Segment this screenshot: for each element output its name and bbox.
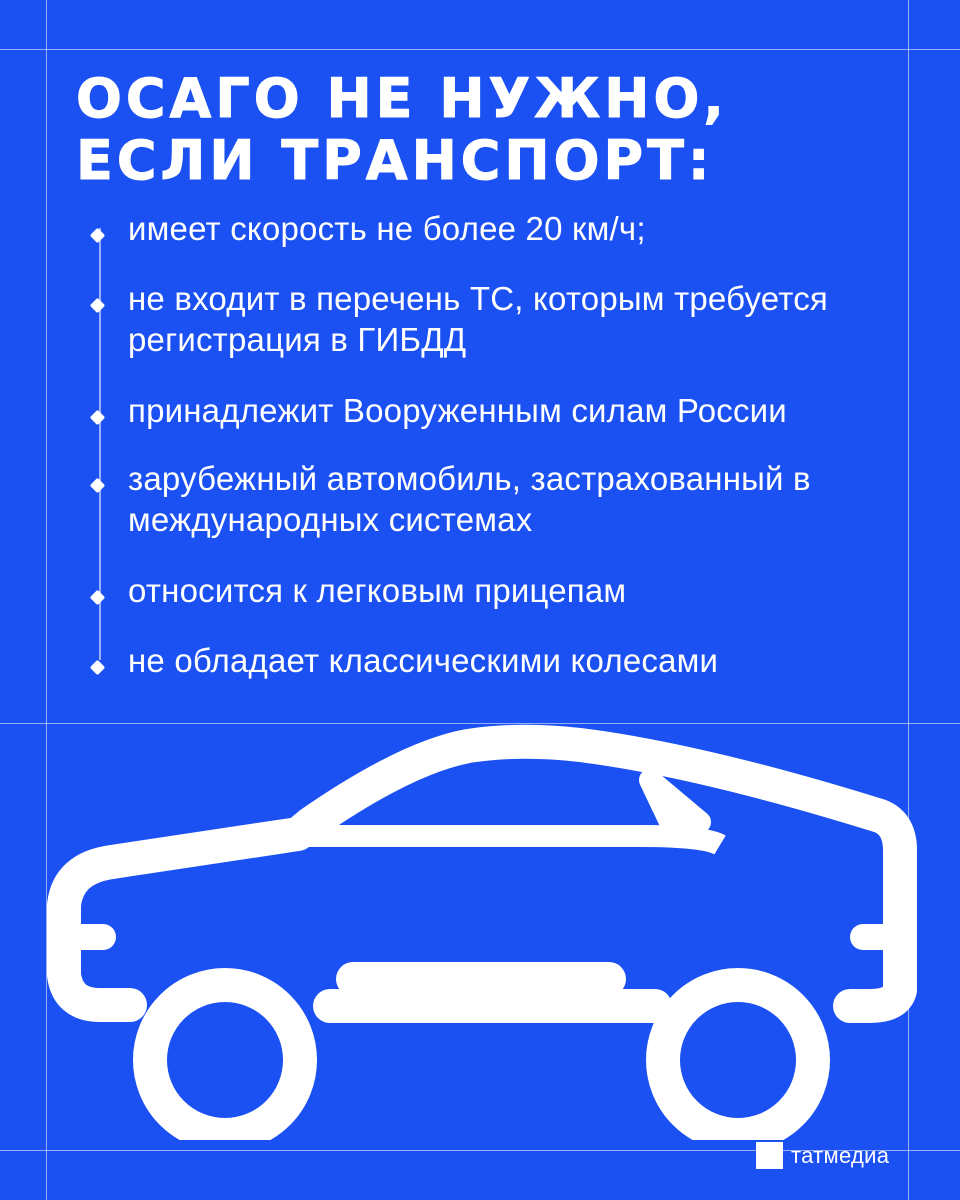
list-item-text: относится к легковым прицепам bbox=[128, 572, 627, 609]
list-item-text: принадлежит Вооруженным силам России bbox=[128, 392, 787, 429]
diamond-bullet-icon bbox=[90, 478, 106, 494]
title-line-1: ОСАГО НЕ НУЖНО, bbox=[76, 67, 728, 130]
rear-wheel-hub bbox=[693, 1015, 783, 1105]
brand-logo bbox=[756, 1142, 889, 1169]
list-item-text: имеет скорость не более 20 км/ч; bbox=[128, 210, 646, 247]
diamond-bullet-icon bbox=[90, 590, 106, 606]
list-item-text: не обладает классическими колесами bbox=[128, 642, 719, 679]
car-icon bbox=[0, 700, 960, 1140]
page-title bbox=[76, 68, 916, 192]
car-window-frame bbox=[298, 836, 720, 845]
brand-name: татмедиа bbox=[791, 1142, 890, 1168]
car-rear-notch bbox=[850, 924, 906, 950]
car-front-notch bbox=[60, 924, 116, 950]
list-item-text: не входит в перечень ТС, которым требуется регистрация в ГИБДД bbox=[128, 280, 828, 358]
title-line-2: ЕСЛИ ТРАНСПОРТ: bbox=[76, 129, 714, 192]
list-item-text: зарубежный автомобиль, застрахованный в международных системах bbox=[128, 460, 811, 538]
diamond-bullet-icon bbox=[90, 228, 106, 244]
car-rear-window bbox=[650, 780, 700, 822]
grid-line-top bbox=[0, 49, 960, 50]
diamond-bullet-icon bbox=[90, 410, 106, 426]
square-logo-icon bbox=[756, 1142, 783, 1169]
diamond-bullet-icon bbox=[90, 298, 106, 314]
car-side-stripe bbox=[336, 962, 626, 996]
front-wheel-hub bbox=[180, 1015, 270, 1105]
diamond-bullet-icon bbox=[90, 660, 106, 676]
